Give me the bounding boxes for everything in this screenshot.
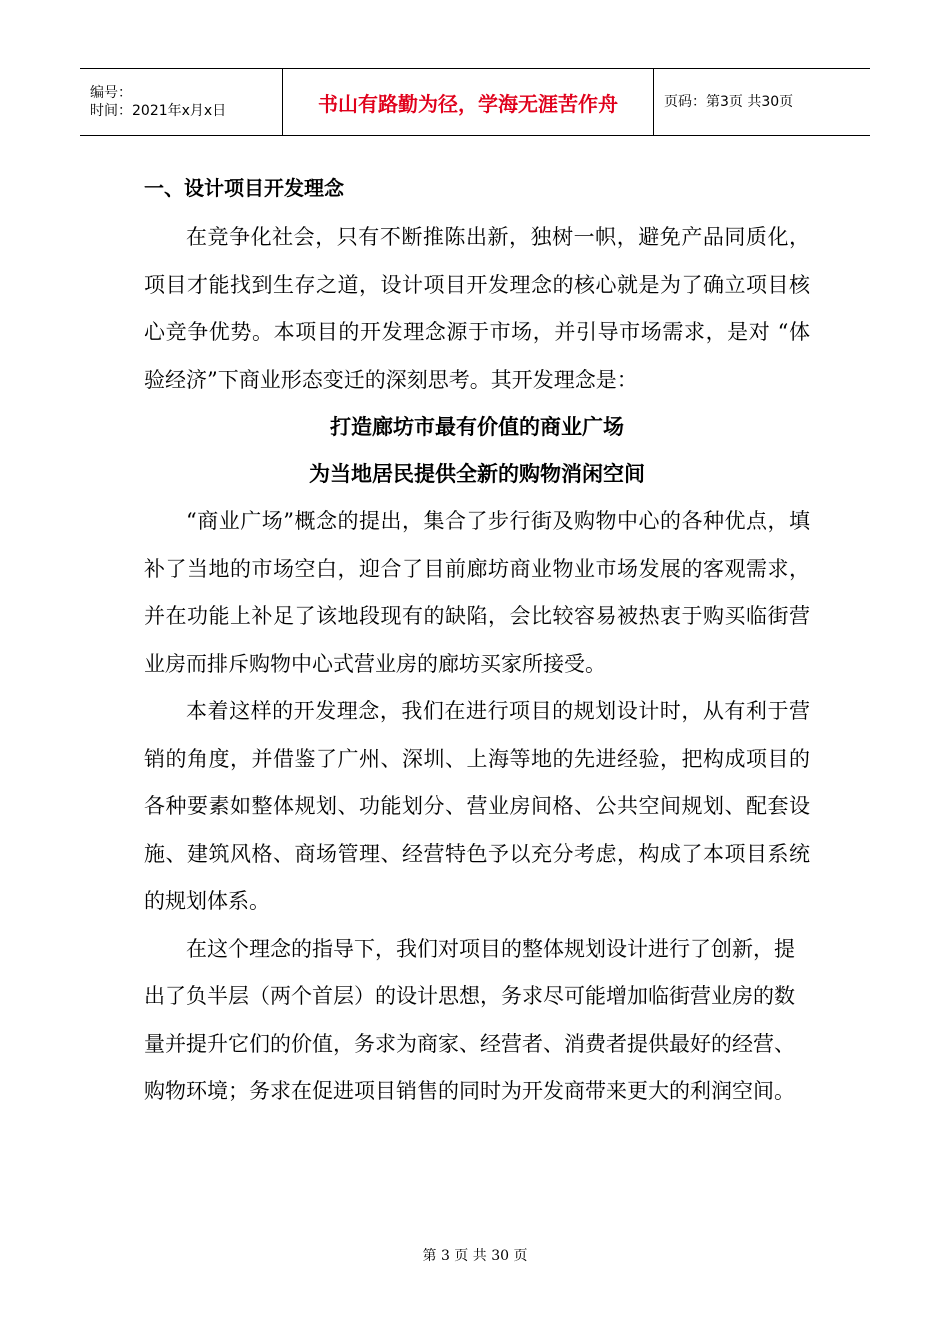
document-header <box>80 68 870 136</box>
page-footer: 第 3 页 共 30 页 <box>422 1248 528 1264</box>
section-heading: 一、设计项目开发理念 <box>144 176 344 200</box>
header-page-cell <box>654 69 871 136</box>
document-date-label: 时间：2021年x月x日 <box>90 103 227 119</box>
slogan-line-1: 打造廊坊市最有价值的商业广场 <box>330 415 624 439</box>
document-number-label: 编号： <box>90 85 132 101</box>
header-motto: 书山有路勤为径，学海无涯苦作舟 <box>318 91 618 116</box>
slogan-line-2: 为当地居民提供全新的购物消闲空间 <box>309 462 645 486</box>
header-motto-cell <box>283 69 654 136</box>
paragraph-planning: 本着这样的开发理念，我们在进行项目的规划设计时，从有利于营销的角度，并借鉴了广州、深圳、上海等地的先进经验，把构成项目的各种要素如整体规划、功能划分、营业房间格、公共空间规划、配套设施、建筑风格、商场管理、经营特色予以充分考虑，构成了本项目系统的规划体系。 <box>144 699 810 913</box>
paragraph-innovation: 在这个理念的指导下，我们对项目的整体规划设计进行了创新，提出了负半层（两个首层）的设计思想，务求尽可能增加临街营业房的数量并提升它们的价值，务求为商家、经营者、消费者提供最好的经营、购物环境；务求在促进项目销售的同时为开发商带来更大的利润空间。 <box>144 936 795 1103</box>
header-meta-cell <box>80 69 283 136</box>
paragraph-commercial-plaza: “商业广场”概念的提出，集合了步行街及购物中心的各种优点，填补了当地的市场空白，迎合了目前廊坊商业物业市场发展的客观需求，并在功能上补足了该地段现有的缺陷，会比较容易被热衷于购买临街营业房而排斥购物中心式营业房的廊坊买家所接受。 <box>144 509 810 676</box>
document-body <box>144 168 810 1116</box>
header-page-number: 页码：第3页 共30页 <box>664 94 794 110</box>
paragraph-intro: 在竞争化社会，只有不断推陈出新，独树一帜，避免产品同质化，项目才能找到生存之道，设计项目开发理念的核心就是为了确立项目核心竞争优势。本项目的开发理念源于市场，并引导市场需求，是对 “体验经济”下商业形态变迁的深刻思考。其开发理念是： <box>144 225 810 392</box>
